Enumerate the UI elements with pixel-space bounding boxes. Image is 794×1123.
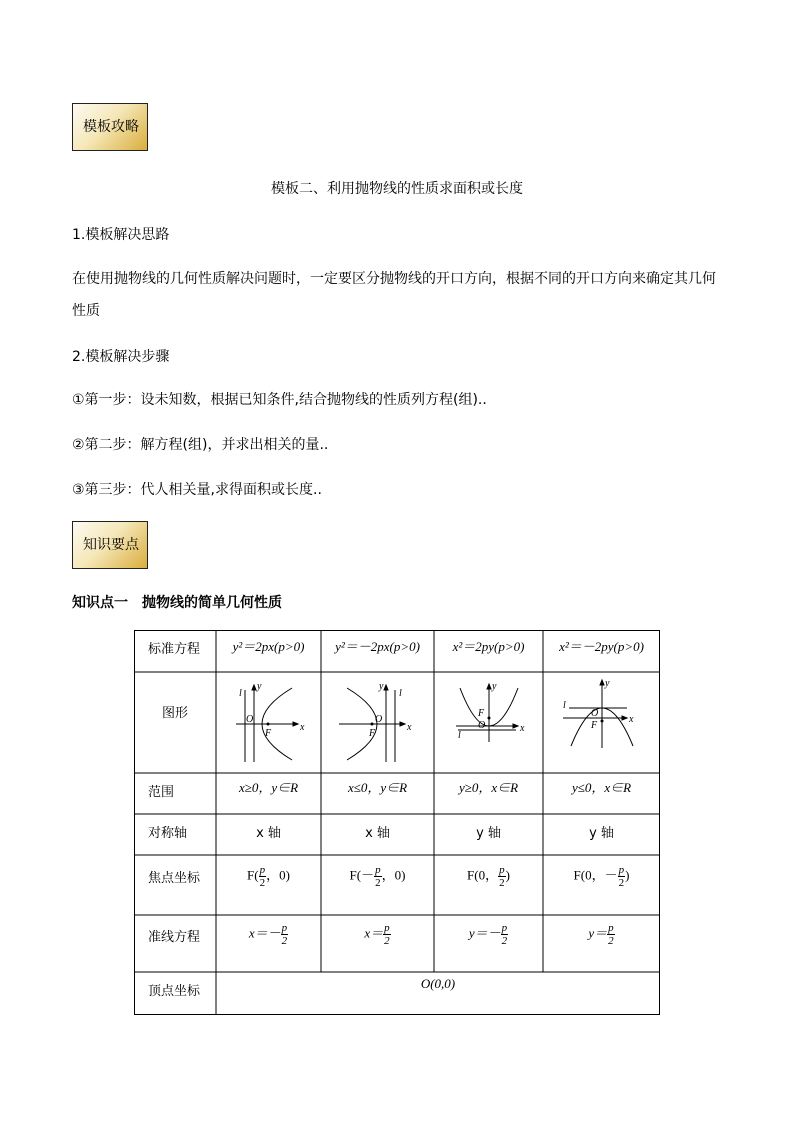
focus-suffix: ) xyxy=(505,867,510,883)
range-cell: x≤0，y∈R xyxy=(347,780,408,795)
equation-cell: y²＝－2px(p>0) xyxy=(335,639,420,654)
equation-cell: x²＝2py(p>0) xyxy=(452,639,525,654)
section1-paragraph-line1: 在使用抛物线的几何性质解决问题时，一定要区分抛物线的开口方向，根据不同的开口方向来确定其几何 xyxy=(72,271,716,287)
svg-text:F: F xyxy=(478,708,485,719)
svg-text:l: l xyxy=(458,730,461,741)
knowledge-point-heading: 知识点一 抛物线的简单几何性质 xyxy=(72,595,282,611)
directrix-cell xyxy=(321,922,434,947)
section-title: 模板二、利用抛物线的性质求面积或长度 xyxy=(271,181,523,197)
svg-text:O: O xyxy=(375,714,383,725)
svg-text:y: y xyxy=(492,681,497,692)
focus-cell xyxy=(543,864,660,889)
directrix-cell xyxy=(434,922,543,947)
svg-text:x: x xyxy=(300,722,305,733)
svg-text:l: l xyxy=(239,688,242,699)
focus-prefix: F(0， xyxy=(573,867,605,883)
directrix-prefix: y＝－ xyxy=(468,925,501,941)
section1-paragraph-line2: 性质 xyxy=(72,303,100,319)
focus-cell xyxy=(321,864,434,889)
svg-text:x: x xyxy=(520,723,525,734)
step-3: ③第三步：代人相关量,求得面积或长度.. xyxy=(72,482,322,498)
fraction: $\frac{p}{2}$ xyxy=(618,864,625,889)
step-2: ②第二步：解方程(组)，并求出相关的量.. xyxy=(72,437,329,453)
properties-table xyxy=(134,630,660,1015)
section2-heading: 2.模板解决步骤 xyxy=(72,349,170,365)
range-cell: y≤0，x∈R xyxy=(571,780,632,795)
svg-text:F: F xyxy=(369,728,376,739)
equation-cell: x²＝－2py(p>0) xyxy=(559,639,644,654)
row-label-graph: 图形 xyxy=(161,706,188,721)
directrix-prefix: x＝－ xyxy=(248,925,281,941)
svg-text:l: l xyxy=(563,700,566,711)
focus-sign: － xyxy=(604,867,618,883)
range-cell: x≥0，y∈R xyxy=(238,780,299,795)
parabola-down-graph xyxy=(543,672,660,773)
template-tag: 模板攻略 xyxy=(72,103,148,151)
focus-cell xyxy=(434,864,543,889)
axis-cell: y 轴 xyxy=(476,826,501,841)
fraction: $\frac{p}{2}$ xyxy=(608,922,614,947)
focus-suffix: ，0) xyxy=(381,867,406,883)
axis-cell: x 轴 xyxy=(256,826,281,841)
row-label-focus: 焦点坐标 xyxy=(148,871,201,886)
parabola-left-graph xyxy=(321,672,434,773)
fraction: $\frac{p}{2}$ xyxy=(281,922,288,947)
row-label-vertex: 顶点坐标 xyxy=(148,984,201,999)
fraction: $\frac{p}{2}$ xyxy=(384,922,390,947)
axis-cell: y 轴 xyxy=(589,826,614,841)
focus-sign: － xyxy=(361,867,375,883)
range-cell: y≥0，x∈R xyxy=(458,780,519,795)
svg-text:x: x xyxy=(407,722,412,733)
svg-text:O: O xyxy=(478,720,486,731)
fraction: $\frac{p}{2}$ xyxy=(259,864,266,889)
fraction: $\frac{p}{2}$ xyxy=(501,922,508,947)
svg-text:l: l xyxy=(399,688,402,699)
svg-text:O: O xyxy=(591,708,599,719)
section1-heading: 1.模板解决思路 xyxy=(72,227,170,243)
focus-suffix: ，0) xyxy=(266,867,290,883)
directrix-prefix: x＝ xyxy=(364,925,384,941)
svg-text:F: F xyxy=(265,728,272,739)
step-1: ①第一步：设未知数，根据已知条件,结合抛物线的性质列方程(组).. xyxy=(72,392,487,408)
row-label-range: 范围 xyxy=(148,785,175,800)
directrix-prefix: y＝ xyxy=(588,925,608,941)
axis-cell: x 轴 xyxy=(365,826,390,841)
focus-prefix: F(0， xyxy=(467,867,499,883)
fraction: $\frac{p}{2}$ xyxy=(375,864,381,889)
svg-text:O: O xyxy=(246,714,254,725)
focus-prefix: F( xyxy=(247,867,259,883)
fraction: $\frac{p}{2}$ xyxy=(499,864,505,889)
equation-cell: y²＝2px(p>0) xyxy=(232,639,305,654)
svg-text:F: F xyxy=(591,720,598,731)
row-label-axis: 对称轴 xyxy=(148,826,188,841)
svg-text:y: y xyxy=(379,681,384,692)
svg-text:y: y xyxy=(257,681,262,692)
knowledge-tag: 知识要点 xyxy=(72,521,148,569)
svg-text:x: x xyxy=(629,714,634,725)
parabola-up-graph xyxy=(434,672,543,773)
focus-cell xyxy=(216,864,321,889)
directrix-cell xyxy=(216,922,321,947)
directrix-cell xyxy=(543,922,660,947)
row-label-equation: 标准方程 xyxy=(148,642,201,657)
focus-suffix: ) xyxy=(625,867,630,883)
focus-prefix: F( xyxy=(349,867,362,883)
vertex-cell: O(0,0) xyxy=(420,976,456,991)
svg-text:y: y xyxy=(605,678,610,689)
parabola-right-graph xyxy=(216,672,321,773)
row-label-directrix: 准线方程 xyxy=(148,930,201,945)
